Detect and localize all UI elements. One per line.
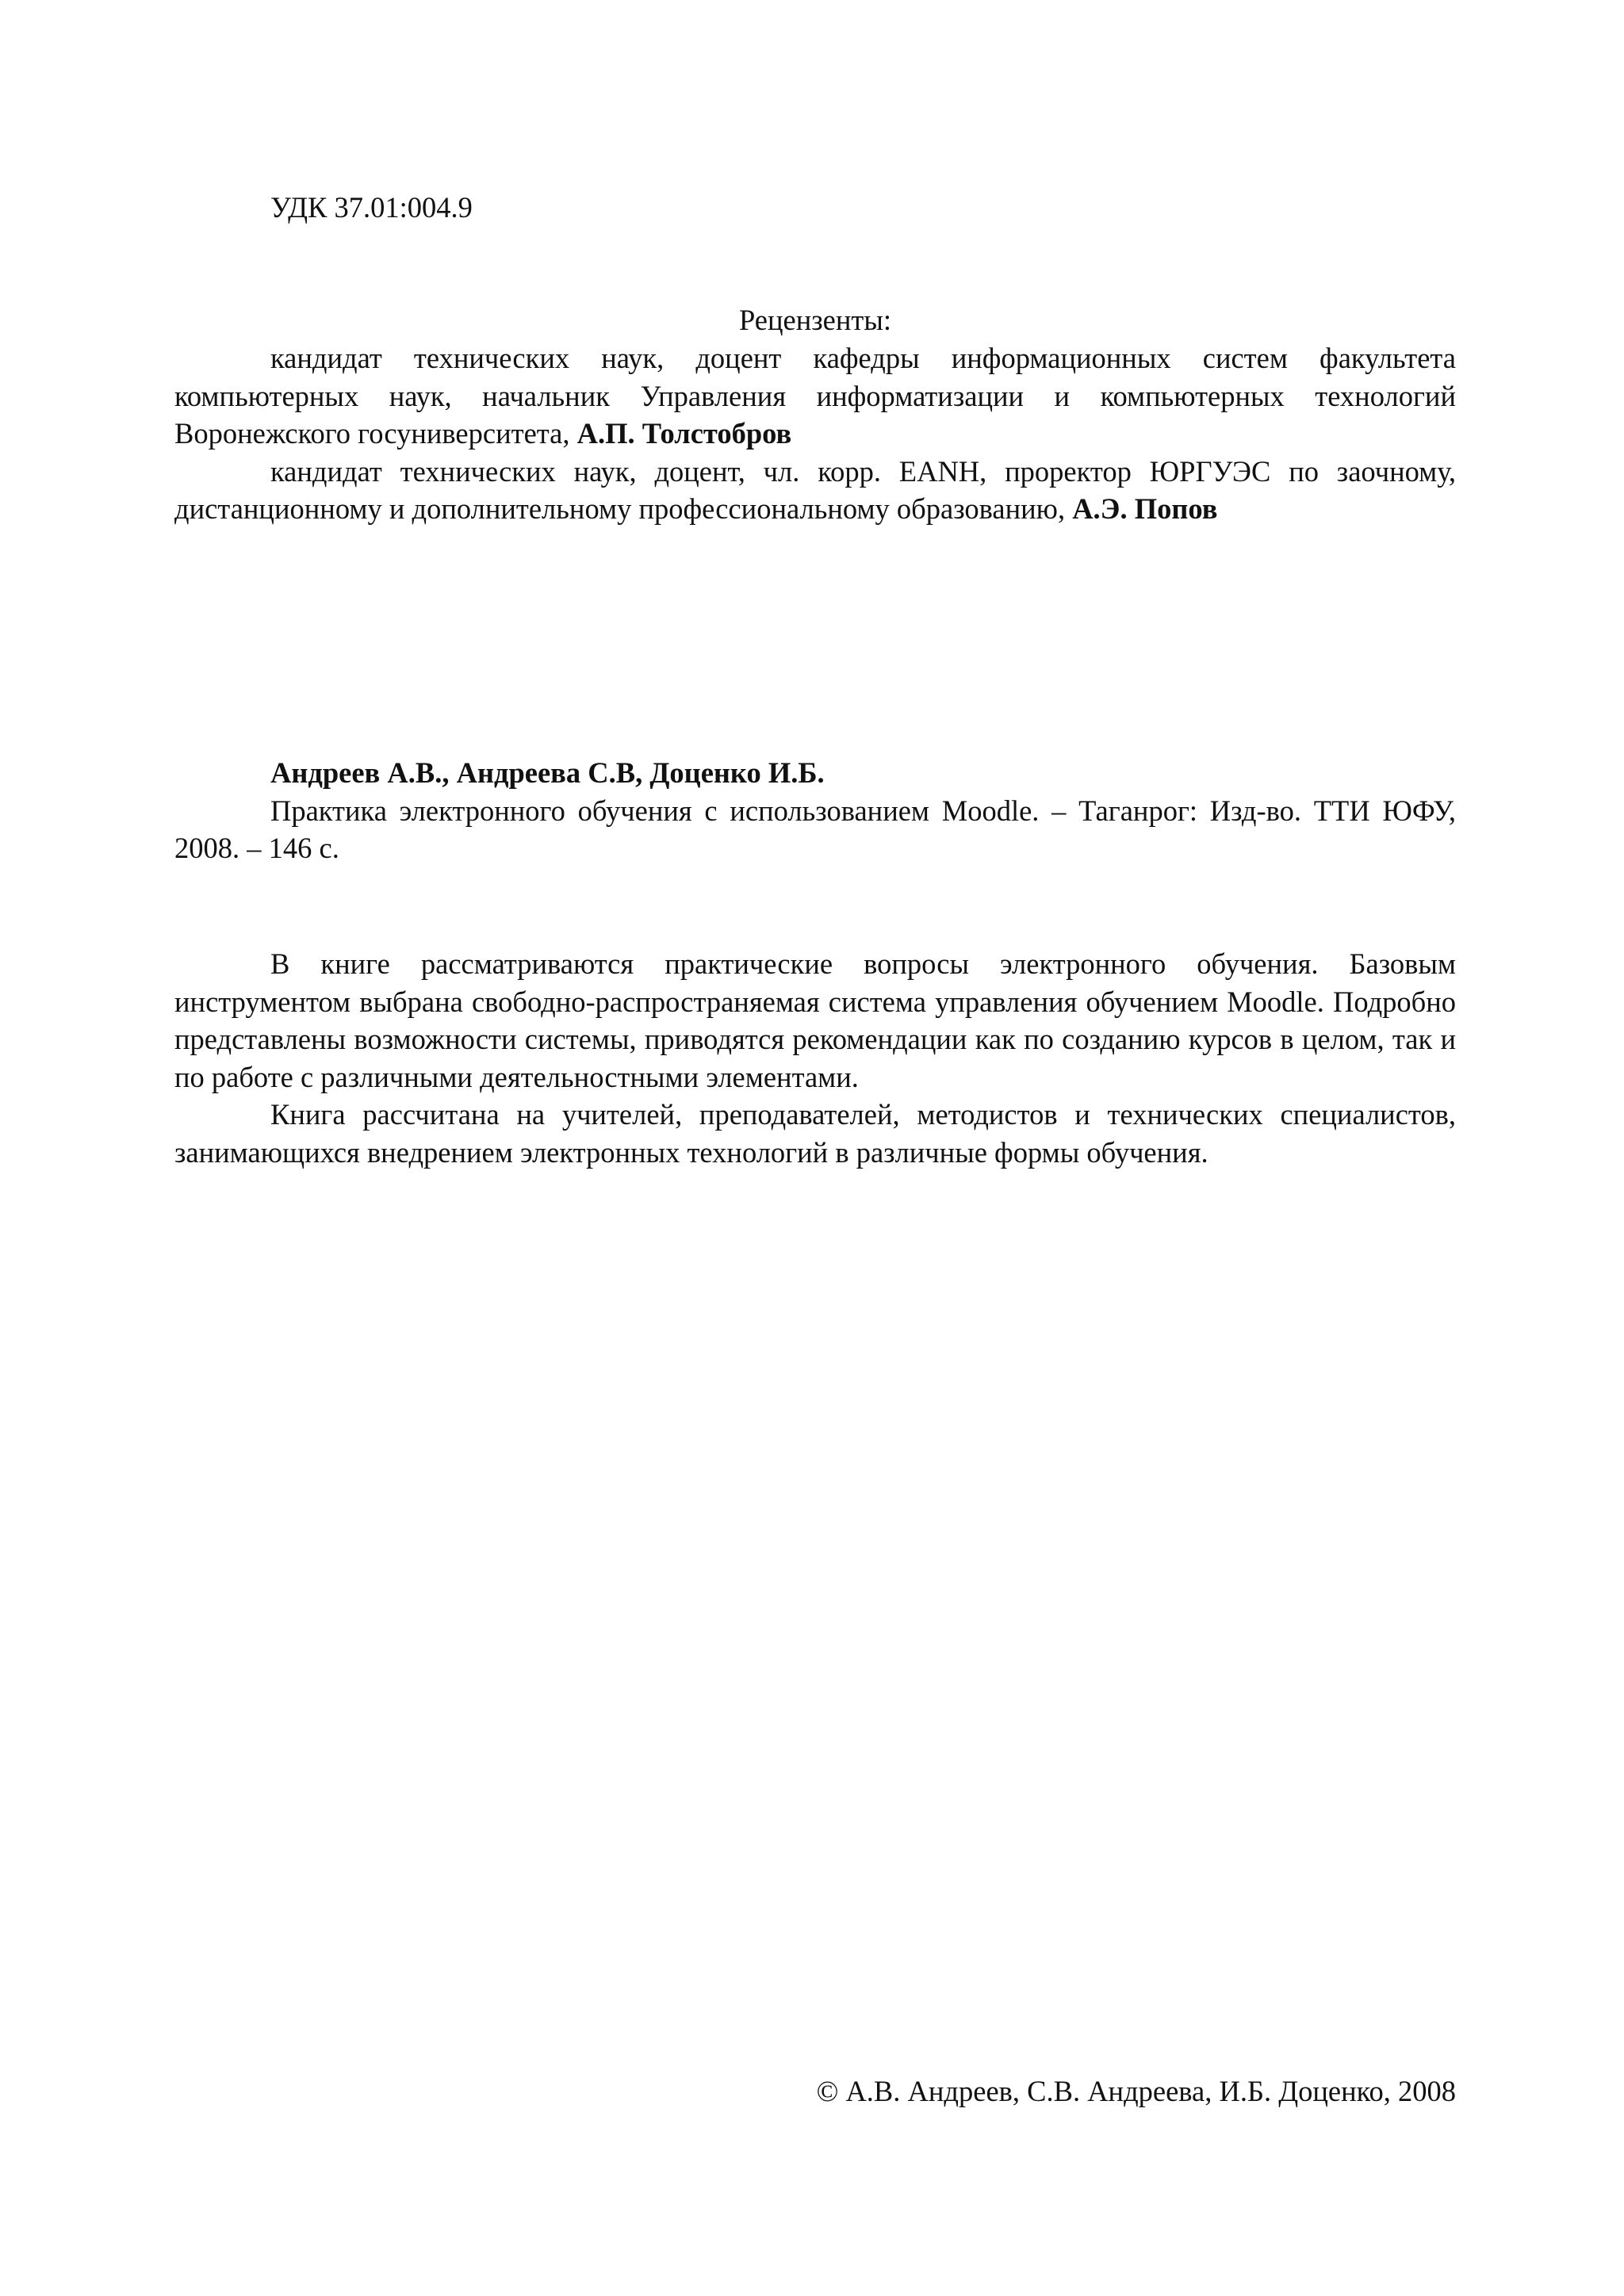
reviewer-description: кандидат технических наук, доцент кафедры информационных систем факультета компьютерных наук, начальник Управления информатизации и компьютерных технологий Воронежского госуниверситета, [174,342,1456,450]
reviewer-description: кандидат технических наук, доцент, чл. корр. EANH, проректор ЮРГУЭС по заочному, дистанционному и дополнительному профессиональному образованию, [174,454,1456,525]
reviewer-entry [174,339,1456,453]
reviewers-list [174,339,1456,528]
abstract-paragraph: В книге рассматриваются практические вопросы электронного обучения. Базовым инструментом выбрана свободно-распространяемая система управления обучением Moodle. Подробно представлены возможности системы, приводятся рекомендации как по созданию курсов в целом, так и по работе с различными деятельностными элементами. [174,947,1456,1093]
bibliographic-record [174,754,1456,867]
book-abstract [174,945,1456,1171]
book-authors: Андреев А.В., Андреева С.В, Доценко И.Б. [270,756,825,789]
udk-code: УДК 37.01:004.9 [270,191,473,224]
reviewer-entry [174,453,1456,528]
abstract-paragraph: Книга рассчитана на учителей, преподавателей, методистов и технических специалистов, занимающихся внедрением электронных технологий в различные формы обучения. [174,1098,1456,1169]
book-reference: Практика электронного обучения с использованием Moodle. – Таганрог: Изд-во. ТТИ ЮФУ, 2008. – 146 с. [174,794,1456,864]
reviewer-name: А.Э. Попов [1072,492,1218,525]
reviewer-name: А.П. Толстобров [576,417,792,450]
copyright-notice: © А.В. Андреев, С.В. Андреева, И.Б. Доценко, 2008 [816,2075,1456,2107]
reviewers-heading: Рецензенты: [738,304,892,336]
